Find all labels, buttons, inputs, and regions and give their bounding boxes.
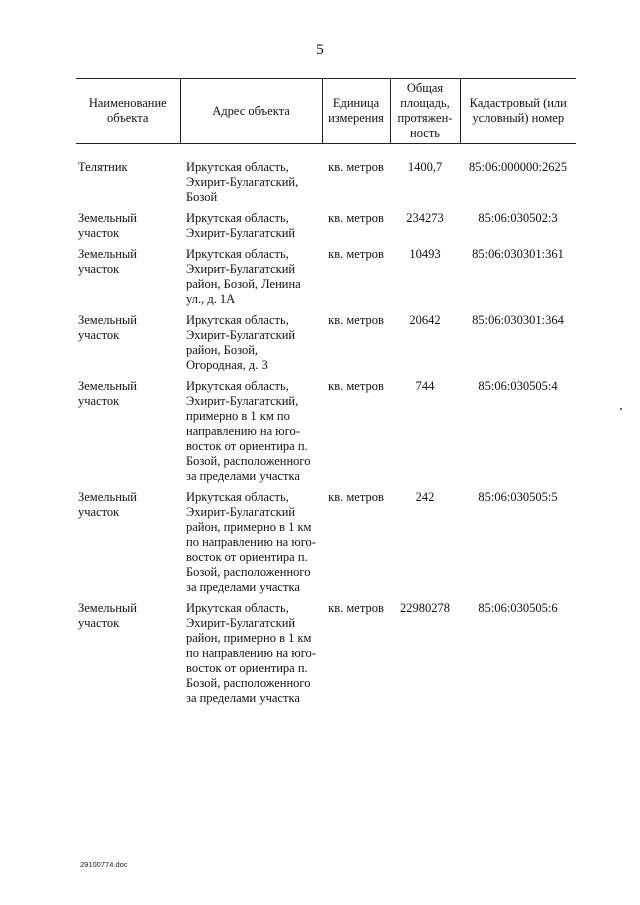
table-row xyxy=(76,313,576,379)
cadastral-number: 85:06:030505:5 xyxy=(478,490,558,504)
header-address: Адрес объекта xyxy=(180,79,322,144)
header-area: Общая площадь, протяжен- ность xyxy=(390,79,460,144)
measure-unit: кв. метров xyxy=(328,313,384,327)
measure-unit: кв. метров xyxy=(328,211,384,225)
page-number: 5 xyxy=(316,42,324,58)
table-row xyxy=(76,247,576,313)
measure-unit: кв. метров xyxy=(328,490,384,504)
cadastral-number: 85:06:030505:4 xyxy=(478,379,558,393)
table-row xyxy=(76,601,576,712)
object-address: Иркутская область, Эхирит-Булагатский, Бозой xyxy=(186,160,299,204)
object-name: Земельный участок xyxy=(78,313,137,342)
measure-unit: кв. метров xyxy=(328,379,384,393)
object-address: Иркутская область, Эхирит-Булагатский, примерно в 1 км по направлению на юго-восток от ориентира п. Бозой, расположенного за пределами участка xyxy=(186,379,311,483)
property-table xyxy=(76,78,576,712)
object-name: Земельный участок xyxy=(78,379,137,408)
total-area: 20642 xyxy=(409,313,441,327)
cadastral-number: 85:06:030502:3 xyxy=(478,211,558,225)
cadastral-number: 85:06:030301:361 xyxy=(472,247,564,261)
footer-filename: 29100774.doc xyxy=(80,860,128,869)
object-address: Иркутская область, Эхирит-Булагатский xyxy=(186,211,296,240)
total-area: 1400,7 xyxy=(407,160,443,174)
total-area: 22980278 xyxy=(400,601,450,615)
measure-unit: кв. метров xyxy=(328,247,384,261)
object-name: Земельный участок xyxy=(78,601,137,630)
measure-unit: кв. метров xyxy=(328,160,384,174)
header-cadastral: Кадастровый (или условный) номер xyxy=(460,79,576,144)
header-unit: Единица измерения xyxy=(322,79,390,144)
object-name: Земельный участок xyxy=(78,247,137,276)
total-area: 234273 xyxy=(406,211,444,225)
stray-dot xyxy=(620,408,622,410)
object-address: Иркутская область, Эхирит-Булагатский район, Бозой, Ленина ул., д. 1А xyxy=(186,247,301,306)
cadastral-number: 85:06:000000:2625 xyxy=(469,160,567,174)
total-area: 242 xyxy=(415,490,435,504)
object-address: Иркутская область, Эхирит-Булагатский район, примерно в 1 км по направлению на юго-восток от ориентира п. Бозой, расположенного за пределами участка xyxy=(186,490,316,594)
object-name: Земельный участок xyxy=(78,490,137,519)
table-header xyxy=(76,79,576,144)
table-row xyxy=(76,144,576,212)
table-row xyxy=(76,490,576,601)
object-address: Иркутская область, Эхирит-Булагатский район, примерно в 1 км по направлению на юго-восток от ориентира п. Бозой, расположенного за пределами участка xyxy=(186,601,316,705)
object-name: Телятник xyxy=(78,160,128,174)
table-row xyxy=(76,211,576,247)
object-name: Земельный участок xyxy=(78,211,137,240)
total-area: 744 xyxy=(415,379,435,393)
total-area: 10493 xyxy=(409,247,441,261)
table-row xyxy=(76,379,576,490)
object-address: Иркутская область, Эхирит-Булагатский район, Бозой, Огородная, д. 3 xyxy=(186,313,296,372)
header-name: Наименование объекта xyxy=(76,79,180,144)
measure-unit: кв. метров xyxy=(328,601,384,615)
cadastral-number: 85:06:030505:6 xyxy=(478,601,558,615)
cadastral-number: 85:06:030301:364 xyxy=(472,313,564,327)
